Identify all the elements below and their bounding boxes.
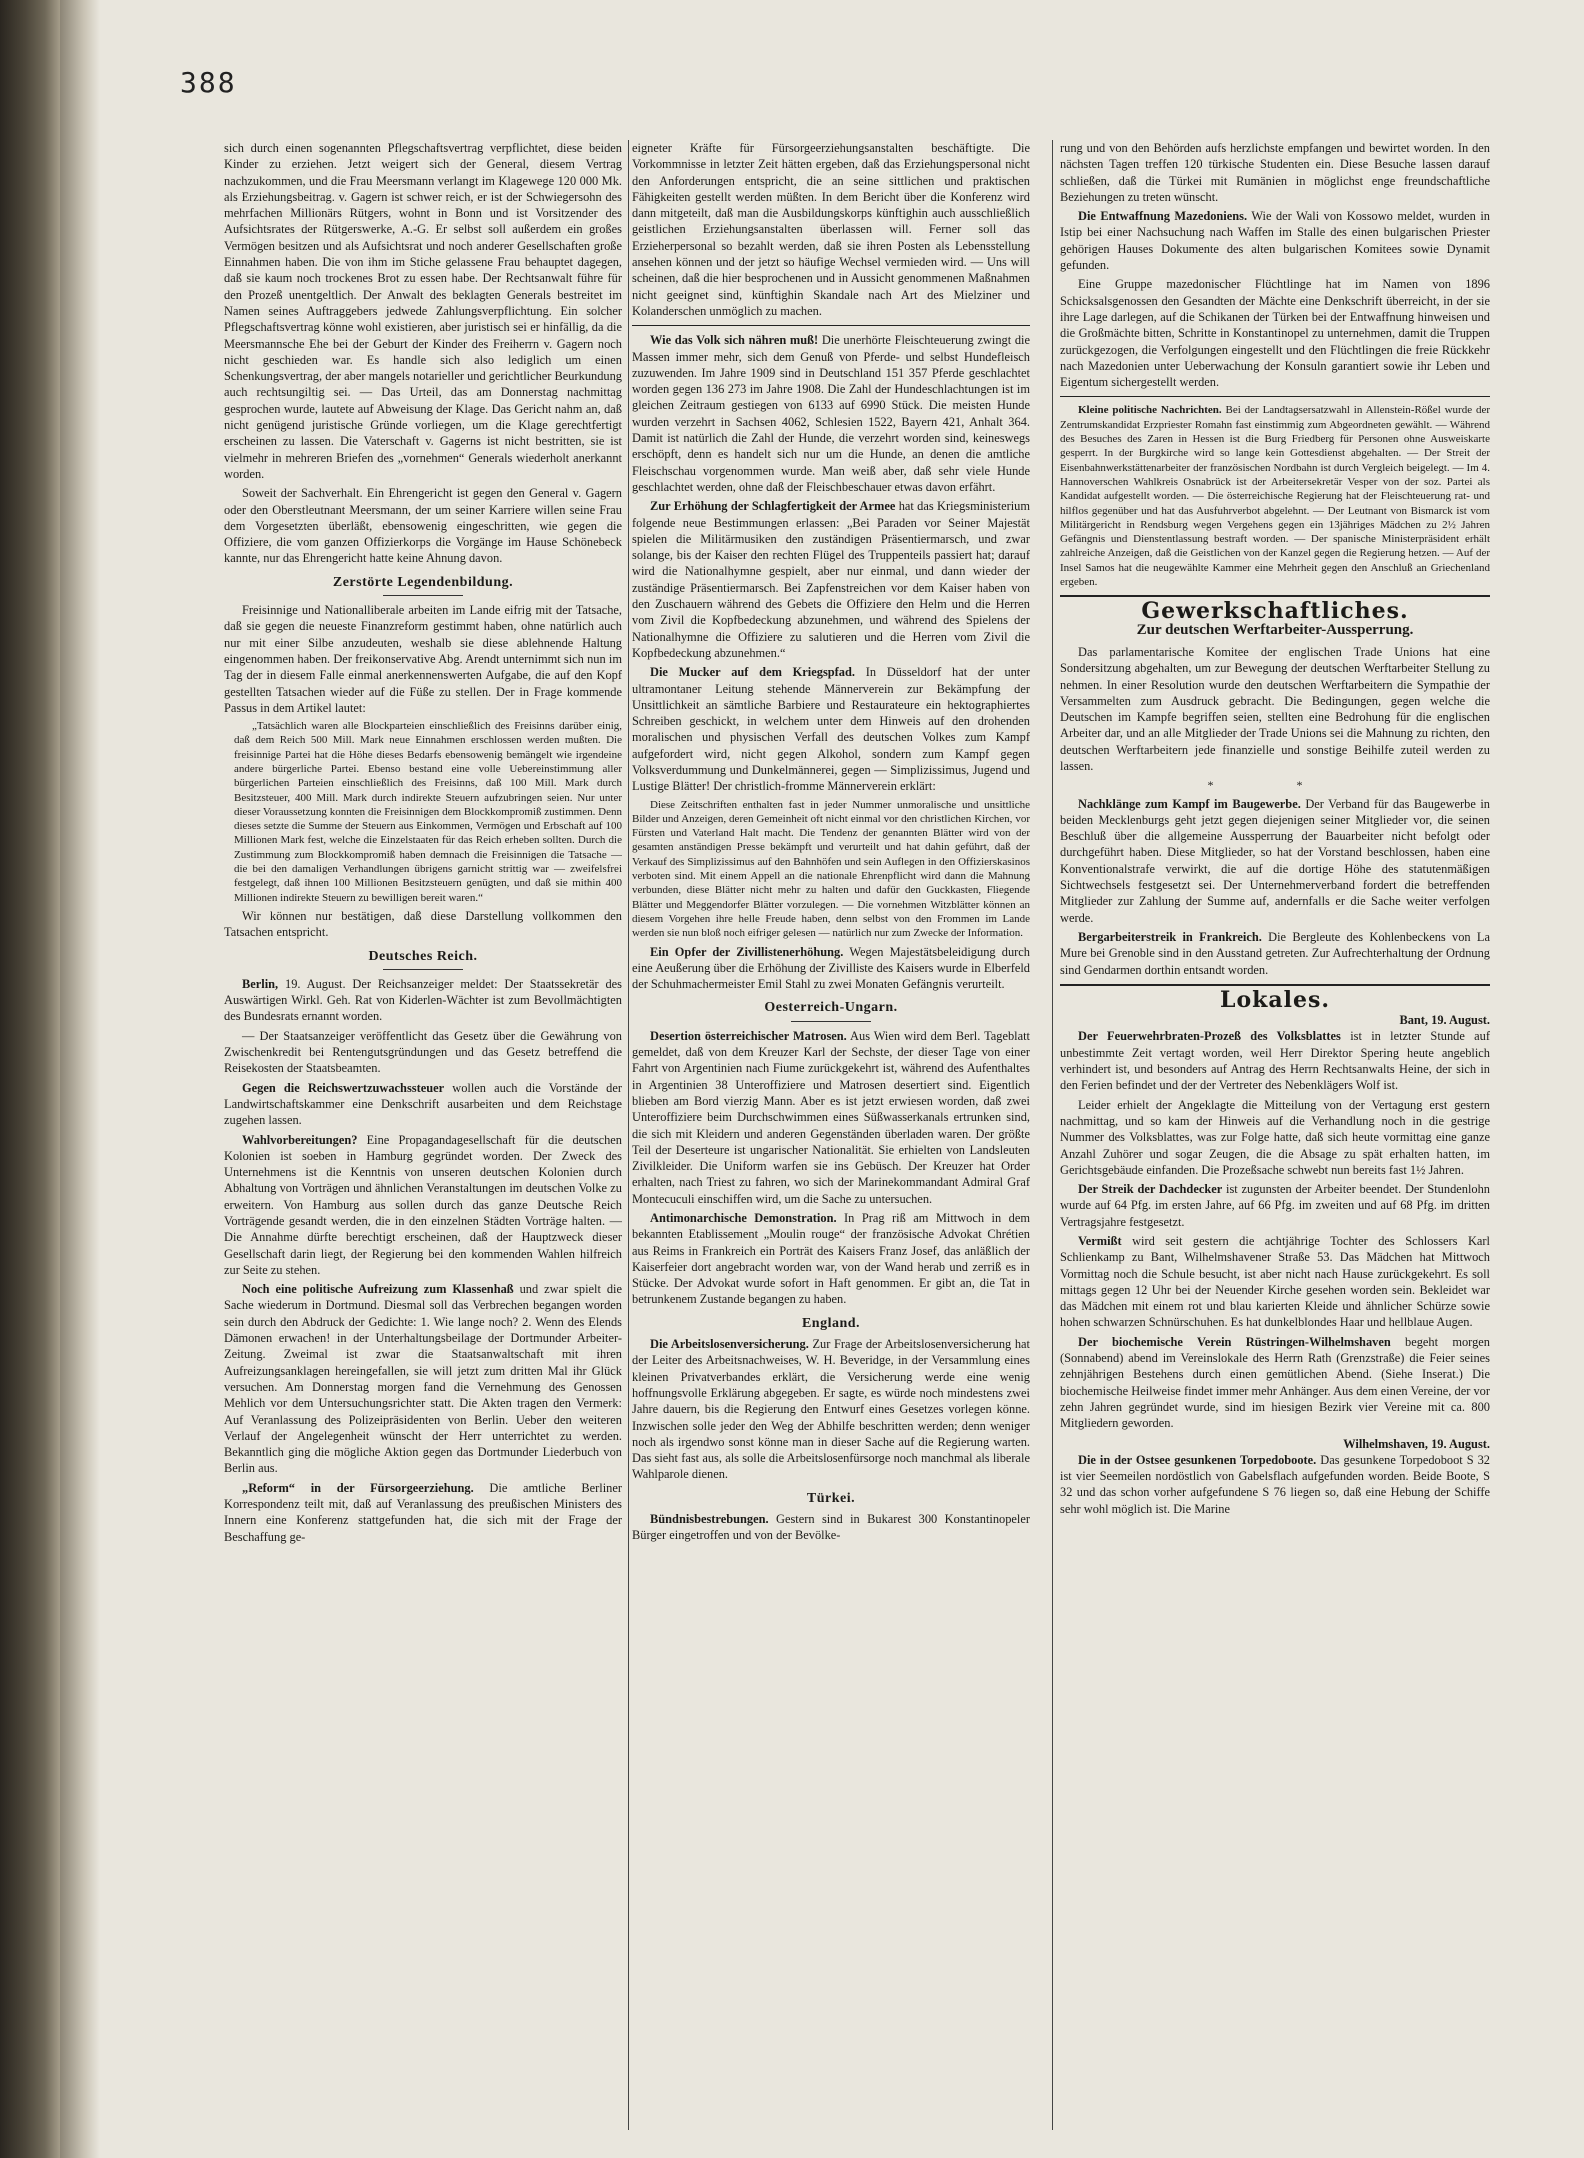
news-text: Bei der Landtagsersatzwahl in Allenstein-Rößel wurde der Zentrumskandidat Erzpriester Romahn fast einstimmig zum Abgeordneten gewählt. — Während des Besuches des Zaren in Hessen ist die Burg Friedberg für Personen ohne Ausweiskarte gesperrt. In der Burgkirche wird so lange kein Gottesdienst abgehalten. — Der Streit der Eisenbahnwerkstättenarbeiter der französischen Nordbahn ist durch Vergleich beigelegt. — Im 4. Hannoverschen Wahlkreis Osnabrück ist der Arbeitersekretär Vesper von der soz. Partei als Kandidat aufgestellt worden. — Die österreichische Regierung hat der Fleischteuerung rat- und hilflos gegenüber und hat das Ausfuhrverbot abgelehnt. — Der Leutnant von Bismarck ist vom Militärgericht in Rendsburg wegen Vergehens gegen ein 13jähriges Mädchen zu 2½ Jahren Gefängnis und Dienstentlassung bestraft worden. — Der spanische Ministerpräsident erhält zahlreiche Anzeigen, daß die Geistlichen von der Kanzel gegen die Regierung hetzen. — Auf der Insel Samos hat die neugewählte Kammer eine Mehrheit gegen den Anschluß an Griechenland ergeben. — [1060, 404, 1490, 589]
news-text: Diese Zeitschriften enthalten fast in jeder Nummer unmoralische und unsittliche Bilder und Anzeigen, deren Gemeinheit oft nicht einmal vor den christlichen Kirchen, vor Fürsten und Vaterland Halt macht. Die Tendenz der genannten Blätter wird von der gesamten anständigen Presse bekämpft und verurteilt und hat dahin geführt, daß der Verkauf des Simplizissimus auf den Bahnhöfen und sein Auflegen in den Offizierskasinos verboten sind. Mit einem Appell an die nationale Ehrenpflicht wird dann die Mahnung verbunden, diese Blätter nicht mehr zu halten und dafür den Guckkasten, Fliegende Blätter und Meggendorfer Blätter vorzulegen. — Die vornehmen Witzblätter können an diesem Vorgehen ihre helle Freude haben, denn selbst von den Frommen im Lande werden sie nun bloß noch eifriger gelesen — natürlich nur zum Zwecke der Information. — [632, 798, 1030, 940]
news-text: Die unerhörte Fleischteuerung zwingt die Massen immer mehr, sich dem Genuß von Pferde- und selbst Hundefleisch zuzuwenden. Im Jahre 1909 sind in Deutschland 151 357 Pferde geschlachtet worden gegen 136 273 im Jahre 1908. Die Zahl der Hundeschlachtungen ist im gleichen Zeitraum gestiegen von 6133 auf 6990 Stück. Die meisten Hunde wurden verzehrt in Sachsen 4062, Schlesien 1522, Bayern 421, Anhalt 364. Damit ist natürlich die Zahl der Hunde, die verzehrt worden sind, keineswegs erschöpft, denn es handelt sich nur um die Hunde, an denen die amtliche Fleischschau vorgenommen wurde. Man weiß aber, daß sehr viele Hunde geschlachtet werden, ohne daß der Fleischbeschauer etwas davon erfährt. — [632, 333, 1030, 494]
section-heading: Deutsches Reich. — [368, 948, 478, 964]
news-text: Eine Propagandagesellschaft für die deutschen Kolonien ist soeben in Hamburg gegründet worden. Der Zweck des Unternehmens ist die Kenntnis von unseren deutschen Kolonien durch Abhaltung von Vorträgen und ähnlichen Veranstaltungen im deutschen Volke zu erweitern. Von Hamburg aus sollen durch das ganze Deutsche Reich Vorträgende gesandt werden, die in den einzelnen Städten Vorträge halten. — Die Annahme dürfte berechtigt erscheinen, daß der Hauptzweck dieser Gesellschaft darin liegt, der Regierung bei den kommenden Wahlen hilfreich zur Seite zu stehen. — [224, 1132, 622, 1277]
article-paragraph: Wir können nur bestätigen, daß diese Darstellung vollkommen den Tatsachen entspricht. — [224, 908, 622, 940]
dateline: Bant, 19. August. — [1399, 1013, 1490, 1028]
section-rule — [1060, 595, 1490, 597]
news-text: In Düsseldorf hat der unter ultramontaner Leitung stehende Männerverein zur Bekämpfung der Unsittlichkeit an sämtliche Barbiere und Restaurateure ein hektographiertes Schreiben geschickt, in welchem unter dem Hinweis auf den drohenden moralischen und physischen Verfall des deutschen Volkes zum Kampf aufgefordert wird, nicht gegen Alkohol, sondern zum Kampf gegen Volksverdummung und Dunkelmännerei, gegen — Simplizissimus, Jugend und Lustige Blätter! Der christlich-fromme Männerverein erklärt: — [632, 665, 1030, 794]
news-lead: Noch eine politische Aufreizung zum Klassenhaß — [242, 1282, 514, 1297]
news-text: Leider erhielt der Angeklagte die Mitteilung von der Vertagung erst gestern nachmittag, und so kam der Hinweis auf die Verhandlung noch in die gestrige Nummer des Volksblattes, was zur Folge hatte, daß sich heute vormittag eine ganze Anzahl Zuhörer und sogar Zeugen, die die Absage zu spät erhalten hatten, im Gerichtsgebäude einfanden. Die Prozeßsache schwebt nun bereits fast 1½ Jahren. — [1060, 1097, 1490, 1177]
news-lead: Nachklänge zum Kampf im Baugewerbe. — [1078, 796, 1301, 811]
news-lead: „Reform“ in der Fürsorgeerziehung. — [242, 1480, 474, 1495]
news-lead: Desertion österreichischer Matrosen. — [650, 1028, 847, 1043]
heading-underline — [383, 969, 463, 970]
column-rule-1 — [628, 140, 629, 2130]
news-lead: Die Mucker auf dem Kriegspfad. — [650, 665, 855, 680]
news-text: ist in letzter Stunde auf unbestimmte Zeit vertagt worden, weil Herr Direktor Spering heute angeblich verhindert ist, und besonders auf Antrag des Herrn Rechtsanwalts Heine, der sich in den Ferien befindet und der der Vertreter des Nebenklägers Wolf ist. — [1060, 1029, 1490, 1093]
article-paragraph: Das parlamentarische Komitee der englischen Trade Unions hat eine Sondersitzung abgehalten, um zur Bewegung der deutschen Werftarbeiter Stellung zu nehmen. In einer Resolution wurde den deutschen Werftarbeitern die Sympathie der Versammelten zum Ausdruck gebracht. Die Bedingungen, gegen welche die Deutschen im Kampfe begriffen seien, stellten eine Bedrohung für die englischen Arbeiter dar, und an alle Mitglieder der Trade Unions sei die Mahnung zu richten, den deutschen Werftarbeitern jede finanzielle und sonstige Beihilfe zuteil werden zu lassen. — [1060, 644, 1490, 773]
news-lead: Berlin, — [242, 976, 279, 991]
news-lead: Die in der Ostsee gesunkenen Torpedoboote. — [1078, 1452, 1317, 1467]
section-title-lokales: Lokales. — [1219, 986, 1331, 1013]
news-lead: Die Entwaffnung Mazedoniens. — [1078, 209, 1248, 224]
news-lead: Zur Erhöhung der Schlagfertigkeit der Armee — [650, 499, 896, 514]
divider — [632, 325, 1030, 326]
section-stars: * * — [1207, 778, 1343, 793]
news-text: hat das Kriegsministerium folgende neue Bestimmungen erlassen: „Bei Paraden vor Seiner Majestät spielen die Militärmusiken den zuständigen Präsentiermarsch, und zwar solange, bis der Kaiser den rechten Flügel des Truppenteils passiert hat; darauf wird die Nationalhymne gespielt, aber nur einmal, und dann wieder der zuständige Präsentiermarsch. Bei Zapfenstreichen vor dem Kaiser haben von den Zuschauern während des Gebets die Offiziere den Helm und die Herren vom Zivil die Kopfbedeckung abzunehmen, und während des Spielens der Nationalhymne die Offiziere zu salutieren und die Herren vom Zivil die Kopfbedeckung abzunehmen.“ — [632, 499, 1030, 660]
news-text: Wegen Majestätsbeleidigung durch eine Aeußerung über die Erhöhung der Zivilliste des Kaisers wurde in Elberfeld der Schuhmachermeister Emil Stahl zu zwei Monaten Gefängnis verurteilt. — [632, 944, 1030, 992]
section-rule — [1060, 984, 1490, 986]
news-lead: Vermißt — [1078, 1234, 1122, 1248]
section-heading: England. — [801, 1315, 861, 1331]
column-1 — [224, 140, 622, 2135]
section-heading: Türkei. — [806, 1490, 856, 1506]
news-lead: Ein Opfer der Zivillistenerhöhung. — [650, 944, 844, 959]
article-paragraph: eigneter Kräfte für Fürsorgeerziehungsanstalten beschäftigte. Die Vorkommnisse in letzter Zeit hätten ergeben, daß das Erziehungspersonal nicht den Anforderungen entspricht, die an seine sittlichen und praktischen Fähigkeiten gestellt werden müßten. In dem Bericht über die Konferenz wird dann mitgeteilt, daß man die Ausbildungskorps künftighin auch ausschließlich geistlichen Erziehungsanstalten überlassen will. Ferner soll das Erzieherpersonal so bezahlt werden, daß sie ihren Posten als Lebensstellung ansehen können und der jetzt so häufige Wechsel vermieden wird. — Uns will scheinen, daß die hier besprochenen und in Aussicht genommenen Maßnahmen nicht geeignet sind, künftighin Skandale nach Art des Mielziner und Kolanderschen unmöglich zu machen. — [632, 141, 1030, 318]
column-2 — [632, 140, 1030, 2135]
news-text: In Prag riß am Mittwoch in dem bekannten Etablissement „Moulin rouge“ der französische Advokat Chrétien aus Reims in Frankreich ein Porträt des Kaisers Franz Josef, das anläßlich der Kaiserfeier dort angebracht worden war, von der Wand herab und zerriß es in Stücke. Der Advokat wurde sofort in Haft genommen. Er gibt an, die Tat in betrunkenem Zustande begangen zu haben. — [632, 1211, 1030, 1307]
news-text: wird seit gestern die achtjährige Tochter des Schlossers Karl Schlienkamp zu Bant, Wilhelmshavener Straße 53. Das Mädchen hat Mittwoch Vormittag noch die Schule besucht, ist aber nicht nach Hause zurückgekehrt. Es soll mittags gegen 12 Uhr bei der Neuender Kirche gesehen worden sein. Bekleidet war das Mädchen mit einem rot und blau karierten Kleide und ähnlicher Schürze sowie hohen schwarzen Schnürschuhen. Es hat dunkelblondes Haar und hellblaue Augen. — [1060, 1234, 1490, 1330]
news-text: Das gesunkene Torpedoboot S 32 ist vier Seemeilen nordöstlich von Gabelsflach aufgefunden worden. Beide Boote, S 32 und das schon vorher aufgefundene S 76 liegen so, daß eine Hebung der Schiffe sehr wohl möglich ist. Die Marine — [1060, 1452, 1490, 1516]
column-rule-2 — [1052, 140, 1053, 2130]
news-text: wollen auch die Vorstände der Landwirtschaftskammer eine Denkschrift ausarbeiten und dem Reichstage zugehen lassen. — [224, 1080, 622, 1128]
news-lead: Wie das Volk sich nähren muß! — [650, 333, 819, 348]
news-lead: Die Arbeitslosenversicherung. — [650, 1337, 809, 1352]
article-paragraph: Soweit der Sachverhalt. Ein Ehrengericht ist gegen den General v. Gagern oder den Oberstleutnant Meersmann, der um seiner Karriere willen seine Frau dem Vorgesetzten überläßt, ebensowenig eingeschritten, wie gegen die Offiziere, die vom ganzen Offizierkorps die Vorgänge im Hause Schönebeck kannte, nur das Ehrengericht hatte keine Ahnung davon. — [224, 486, 622, 566]
column-3 — [1060, 140, 1490, 2135]
heading-underline — [383, 595, 463, 596]
section-subtitle: Zur deutschen Werftarbeiter-Aussperrung. — [1136, 621, 1414, 638]
article-paragraph: rung und von den Behörden aufs herzlichste empfangen und bewirtet worden. In den nächsten Tagen treffen 120 türkische Studenten ein. Diese Besuche lassen darauf schließen, daß die Türkei mit Rumänien in möglichst enge freundschaftliche Beziehungen zu treten wünscht. — [1060, 141, 1490, 204]
news-lead: Antimonarchische Demonstration. — [650, 1211, 837, 1225]
news-text: Die amtliche Berliner Korrespondenz teilt mit, daß auf Veranlassung des preußischen Ministers des Innern eine Konferenz stattgefunden hat, die sich mit der Frage der Beschaffung ge- — [224, 1480, 622, 1544]
news-lead: Bergarbeiterstreik in Frankreich. — [1078, 929, 1262, 944]
news-text: Der Verband für das Baugewerbe in beiden Mecklenburgs geht jetzt gegen diejenigen seiner Mitglieder vor, die seinen Beschluß über die allgemeine Aussperrung der Bauarbeiter nicht befolgt oder durchgeführt haben. Diese Mitglieder, so hat der Vorstand beschlossen, haben eine Konventionalstrafe verwirkt, die auf die dortige Höhe des statutenmäßigen Sichtwechsels festgesetzt sei. Der Unternehmerverband fordert die betreffenden Mitglieder zur Zahlung der Summe auf, andernfalls er die Sache weiter verfolgen werde. — [1060, 796, 1490, 925]
page-gutter-shadow — [60, 0, 100, 2158]
article-paragraph: Freisinnige und Nationalliberale arbeiten im Lande eifrig mit der Tatsache, daß sie gegen die neueste Finanzreform gestimmt haben, ohne natürlich auch nur mit einer Silbe anzudeuten, weshalb sie diese ablehnende Haltung eingenommen haben. Der freikonservative Abg. Arendt unternimmt sich nun im Tag der in diesem Falle einmal anerkennenswerten Aufgabe, die auf den Kopf gestellten Tatsachen wieder auf die Füße zu stellen. Der in Frage kommende Passus in dem Artikel lautet: — [224, 603, 622, 715]
news-text: Gestern sind in Bukarest 300 Konstantinopeler Bürger eingetroffen und von der Bevölke- — [632, 1512, 1030, 1543]
news-text: Zur Frage der Arbeitslosenversicherung hat der Leiter des Arbeitsnachweises, W. H. Beveridge, in der Versammlung eines kleinen Privatverbandes erklärt, die Versicherung werde eine wenig hoffnungsvolle Erklärung abgegeben. Er sagte, es würde noch mindestens zwei Jahre dauern, bis die Regierung den Entwurf eines Gesetzes vorlegen könne. Inzwischen solle jeder den Weg der Abhilfe beschritten werden; denn weniger noch als irgendwo sonst könne man in dieser Sache auf die Regierung warten. Das sieht fast aus, als solle die Arbeitslosenfürsorge noch manchmal als liberale Wahlparole dienen. — [632, 1337, 1030, 1482]
news-lead: Gegen die Reichswertzuwachssteuer — [242, 1080, 445, 1095]
news-lead: Wahlvorbereitungen? — [242, 1132, 358, 1147]
news-text: — Der Staatsanzeiger veröffentlicht das Gesetz über die Gewährung von Zwischenkredit bei Rentengutsgründungen und das Gesetz betreffend die Reisekosten der Staatsbeamten. — [224, 1028, 622, 1076]
page-number: 388 — [180, 66, 237, 99]
article-paragraph: sich durch einen sogenannten Pflegschaftsvertrag verpflichtet, diese beiden Kinder zu erziehen. Jetzt weigert sich der General, diesem Vertrag nachzukommen, und die Frau Meersmann verlangt im Klagewege 120 000 Mk. als Erziehungsbeitrag. v. Gagern ist schwer reich, er ist der Schwiegersohn des mehrfachen Millionärs Rütgers, wohnt in Bonn und ist Vorsitzender des Aufsichtsrates der Rütgerswerke, A.-G. Er selbst soll außerdem ein großes Vermögen besitzen und als Aufsichtsrat und noch anderer Gesellschaften große Einnahmen haben. Die von ihm im Stiche gelassene Frau behauptet dagegen, daß sie kaum noch trockenes Brot zu essen habe. Der Rechtsanwalt führe für den Prozeß unentgeltlich. Der Anwalt des beklagten Generals bestreitet im Namen seines Auftraggebers jedwede Zahlungsverpflichtung. Ein solcher Pflegschaftsvertrag könne wohl existieren, aber juristisch sei er hinfällig, da die Meersmannsche Ehe bei der Geburt der Kinder des Freiherrn v. Gagern noch nicht geschieden war. Es handle sich also lediglich um einen Schenkungsvertrag, der aber mangels notarieller und gerichtlicher Beurkundung auch rechtsungiltig sei. — Das Urteil, das am Donnerstag nachmittag gesprochen wurde, lautete auf Abweisung der Klage. Das Gericht nahm an, daß nicht genügend juristische Gründe vorliegen, um die Klage gerechtfertigt erscheinen zu lassen. Die Vaterschaft v. Gagerns ist nicht bestritten, sie ist vielmehr in mehreren Briefen des „vornehmen“ Generals wiederholt anerkannt worden. — [224, 141, 622, 481]
dateline: Wilhelmshaven, 19. August. — [1343, 1436, 1490, 1451]
news-lead: Bündnisbestrebungen. — [650, 1512, 769, 1527]
section-title-gewerkschaftliches: Gewerkschaftliches. — [1141, 598, 1409, 625]
heading-underline — [791, 1021, 871, 1022]
section-heading: Zerstörte Legendenbildung. — [332, 574, 514, 590]
quote-paragraph: „Tatsächlich waren alle Blockparteien einschließlich des Freisinns darüber einig, daß dem Reich 500 Mill. Mark neue Einnahmen erschlossen werden mußten. Die freisinnige Partei hat die Höhe dieses Bedarfs ebensowenig bemängelt wie irgendeine andere bürgerliche Partei. Ebenso bestand eine volle Uebereinstimmung aller bürgerlichen Parteien einschließlich des Freisinns, daß 100 Mill. Mark durch Besitzsteuer, 400 Mill. Mark durch indirekte Steuern aufzubringen seien. Nur unter dieser Voraussetzung konnten die Freisinnigen dem Blockkompromiß zustimmen. Denn dieses setzte die Summe der Steuern aus Einkommen, Vermögen und Erbschaft auf 100 Millionen Mark fest, welche die Einzelstaaten für das Reich erheben sollten. Durch die Zustimmung zum Blockkompromiß haben demnach die Freisinnigen die Tatsache — die bei den damaligen Verhandlungen übrigens garnicht strittig war — zweifelsfrei festgelegt, daß ihnen 100 Millionen Besitzsteuern genügten, und daß sie mithin 400 Millionen indirekte Steuern zu bewilligen bereit waren.“ — [234, 720, 622, 904]
news-text: Wie der Wali von Kossowo meldet, wurden in Istip bei einer Nachsuchung nach Waffen im Stalle des einen bulgarischen Priester gehörigen Hauses Dokumente des alten bulgarischen Komitees sowie Dynamit gefunden. — [1060, 209, 1490, 273]
news-text: 19. August. Der Reichsanzeiger meldet: Der Staatssekretär des Auswärtigen Wirkl. Geh. Rat von Kiderlen-Wächter ist zum Bevollmächtigten des Bundesrats ernannt worden. — [224, 976, 622, 1024]
news-text: Aus Wien wird dem Berl. Tageblatt gemeldet, daß von dem Kreuzer Karl der Sechste, der dieser Tage von einer Fahrt von Argentinien nach Fiume zurückgekehrt ist, während des Aufenthaltes in Argentinien 38 Unteroffiziere und Matrosen desertiert sind. Eigentlich blieben am Bord vierzig Mann. Aber es ist jetzt erwiesen worden, daß zwei Unteroffiziere beim Durchschwimmen eines Süßwasserkanals ertrunken sind, die sich mit Kleidern und anderen Gegenständen überladen waren. Der größte Teil der Deserteure ist ungarischer Nationalität. Sie erhielten von Landsleuten Zivilkleider. Die Uniform warfen sie ins Gebüsch. Der Kreuzer hat Order erhalten, nach Triest zu fahren, wo sich der Marinekommandant Admiral Graf Montecuculi einschiffen wird, um die Sache zu untersuchen. — [632, 1028, 1030, 1206]
news-lead: Der Streik der Dachdecker — [1078, 1182, 1223, 1197]
book-binding — [0, 0, 60, 2158]
news-text: Eine Gruppe mazedonischer Flüchtlinge hat im Namen von 1896 Schicksalsgenossen den Gesandten der Mächte eine Denkschrift überreicht, in der sie ihre Lage darlegen, auf die Schikanen der Türken bei der Entwaffnung hinweisen und die Großmächte bitten, Schritte in Konstantinopel zu unternehmen, damit die Truppen zurückgezogen, die Verfolgungen eingestellt und den Flüchtlingen die freie Rückkehr nach Mazedonien unter Ueberwachung der Konsuln garantiert sowie ihr Leben und Eigentum sichergestellt werden. — [1060, 277, 1490, 390]
news-lead: Der Feuerwehrbraten-Prozeß des Volksblattes — [1078, 1029, 1341, 1044]
news-text: ist zugunsten der Arbeiter beendet. Der Stundenlohn wurde auf 64 Pfg. im ersten Jahre, auf 66 Pfg. im zweiten und auf 68 Pfg. im dritten Vertragsjahre festgesetzt. — [1060, 1182, 1490, 1229]
news-text: begeht morgen (Sonnabend) abend im Vereinslokale des Herrn Rath (Grenzstraße) die Feier seines zehnjährigen Bestehens durch einen gemütlichen Abend. (Siehe Inserat.) Die biochemische Heilweise findet immer mehr Anhänger. Aus dem einen Vereine, der vor zehn Jahren gegründet wurde, sind im hiesigen Bezirk vier Vereine mit ca. 800 Mitgliedern geworden. — [1060, 1334, 1490, 1431]
news-text: und zwar spielt die Sache wiederum in Dortmund. Diesmal soll das Verbrechen begangen worden sein durch den Abdruck der Gedichte: 1. Wie lange noch? 2. Wenn des Elends Dämonen erwachen! in der Unterhaltungsbeilage der Dortmunder Arbeiter-Zeitung. Zweimal ist zwar die Staatsanwaltschaft mit ihren Aufreizungsanklagen hereingefallen, sie will jetzt zum dritten Mal ihr Glück versuchen. Am Donnerstag morgen fand die Vernehmung des Genossen Mehlich vor dem Untersuchungsrichter statt. Die Akten tragen den Vermerk: Auf Veranlassung des Polizeipräsidenten von Berlin. Ueber den weiteren Verlauf der Angelegenheit wünscht der Herr unterrichtet zu werden. Bekanntlich ging die mögliche Aktion gegen das Dortmunder Liederbuch von Berlin aus. — [224, 1282, 622, 1476]
news-text: Die Bergleute des Kohlenbeckens von La Mure bei Grenoble sind in den Ausstand getreten. Zur Aufrechterhaltung der Ordnung sind Gendarmen dorthin entsandt worden. — [1060, 929, 1490, 977]
section-heading: Oesterreich-Ungarn. — [764, 1000, 898, 1016]
news-lead: Der biochemische Verein Rüstringen-Wilhelmshaven — [1078, 1334, 1391, 1349]
divider — [1060, 396, 1490, 397]
news-lead: Kleine politische Nachrichten. — [1078, 404, 1222, 417]
